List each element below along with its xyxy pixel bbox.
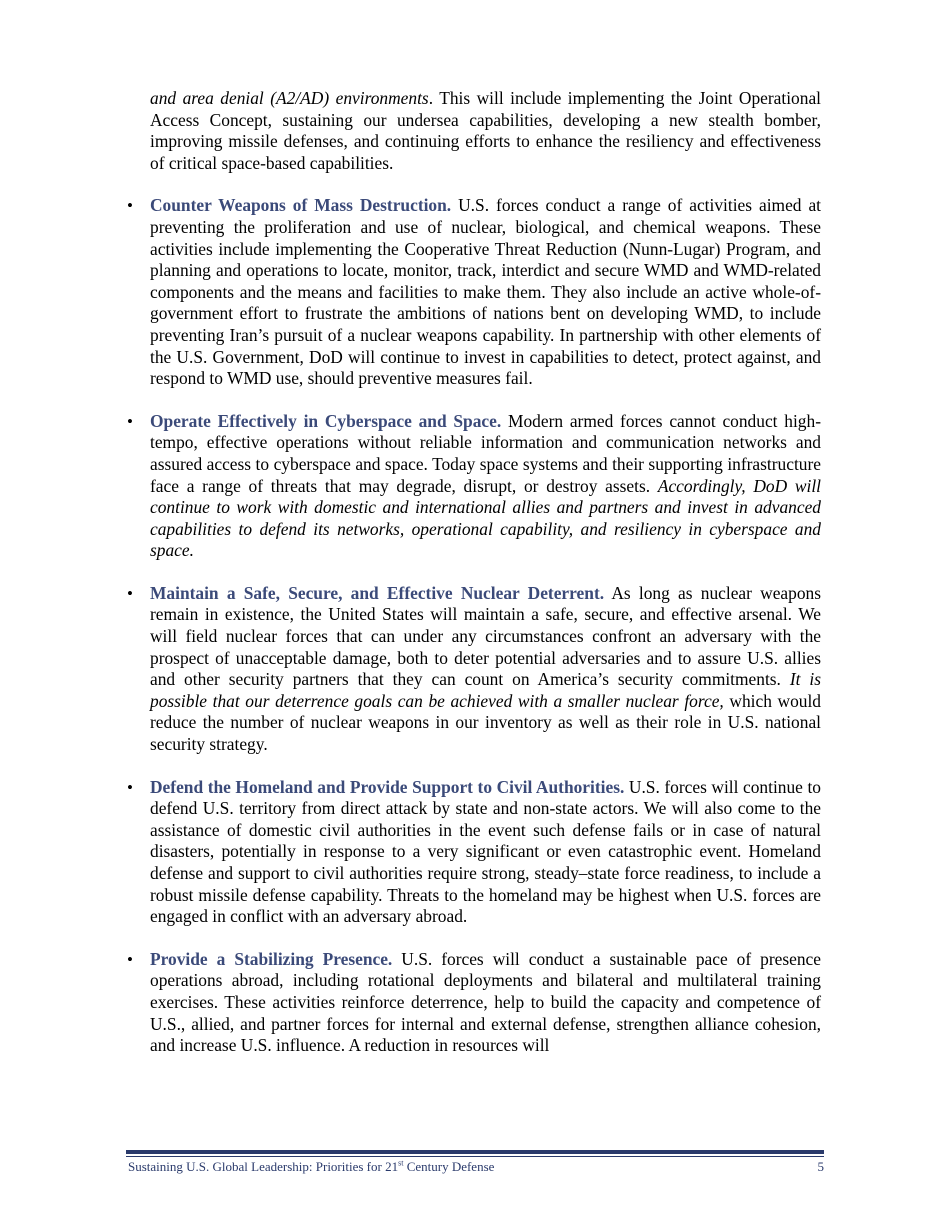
bullet-text-after: which would reduce the number of nuclear weapons in our inventory as well as their role in U.S. national security strategy.: [150, 690, 821, 755]
bullet-dot-icon: •: [127, 583, 133, 603]
footer-title-sup: st: [398, 1158, 404, 1168]
intro-italic: and area denial (A2/AD) environments: [150, 88, 429, 108]
bullet-text: U.S. forces conduct a range of activities aimed at preventing the proliferation and use of nuclear, biological, and chemical weapons. These activities include implementing the Cooperative Threat Reduction (Nunn-Lugar) Program, and planning and operations to locate, monitor, track, interdict and secure WMD and WMD-related components and the means and facilities to make them. They also include an active whole-of-government effort to frustrate the ambitions of nations bent on developing WMD, to include preventing Iran’s pursuit of a nuclear weapons capability. In partnership with other elements of the U.S. Government, DoD will continue to invest in capabilities to detect, protect against, and respond to WMD use, should preventive measures fail.: [150, 195, 822, 389]
bullet-stabilizing-presence: [127, 948, 821, 1057]
bullet-cyberspace-space: [127, 410, 821, 562]
bullet-dot-icon: •: [127, 777, 133, 797]
intro-text: . This will include implementing the Joint Operational Access Concept, sustaining our undersea capabilities, developing a new stealth bomber, improving missile defenses, and continuing efforts to enhance the resiliency and effectiveness of critical space-based capabilities.: [150, 88, 822, 173]
bullet-text: U.S. forces will continue to defend U.S. territory from direct attack by state and non-state actors. We will also come to the assistance of domestic civil authorities in the event such defense fails or in case of natural disasters, potentially in response to a very significant or even catastrophic event. Homeland defense and support to civil authorities require strong, steady–state force readiness, to include a robust missile defense capability. Threats to the homeland may be highest when U.S. forces are engaged in conflict with an adversary abroad.: [150, 776, 821, 927]
bullet-counter-wmd: [127, 195, 822, 389]
bullet-dot-icon: •: [127, 949, 133, 969]
intro-paragraph: [150, 88, 821, 174]
footer-title-post: Century Defense: [403, 1159, 495, 1174]
body-text: [127, 88, 822, 1078]
page-number: 5: [817, 1159, 824, 1174]
bullet-dot-icon: •: [127, 196, 133, 216]
footer-rule-thin: [126, 1156, 824, 1157]
footer-title: [128, 1159, 494, 1175]
bullet-italic: Accordingly, DoD will continue to work with domestic and international allies and partners and invest in advanced capabilities to defend its networks, operational capability, and resiliency in cyberspace and space.: [150, 475, 821, 561]
bullet-homeland-defense: [127, 776, 821, 928]
bullet-nuclear-deterrent: [127, 582, 822, 756]
bullet-text: U.S. forces will conduct a sustainable pace of presence operations abroad, including rotational deployments and bilateral and multilateral training exercises. These activities reinforce deterrence, help to build the capacity and competence of U.S., allied, and partner forces for internal and external defense, strengthen alliance cohesion, and increase U.S. influence. A reduction in resources will: [150, 948, 821, 1056]
bullet-heading: Provide a Stabilizing Presence.: [150, 948, 393, 969]
bullet-heading: Operate Effectively in Cyberspace and Space.: [150, 410, 502, 431]
bullet-dot-icon: •: [127, 411, 133, 431]
footer-rule: [126, 1150, 824, 1154]
bullet-heading: Maintain a Safe, Secure, and Effective Nuclear Deterrent.: [150, 582, 605, 603]
bullet-text: Modern armed forces cannot conduct high-tempo, effective operations without reliable information and communication networks and assured access to cyberspace and space. Today space systems and their supporting infrastructure face a range of threats that may degrade, disrupt, or destroy assets.: [150, 410, 821, 496]
bullet-heading: Counter Weapons of Mass Destruction.: [150, 195, 452, 216]
bullet-heading: Defend the Homeland and Provide Support to Civil Authorities.: [150, 776, 625, 797]
bullet-italic: It is possible that our deterrence goals can be achieved with a smaller nuclear force,: [150, 669, 821, 711]
bullet-text: As long as nuclear weapons remain in existence, the United States will maintain a safe, secure, and effective arsenal. We will field nuclear forces that can under any circumstances confront an adversary with the prospect of unacceptable damage, both to deter potential adversaries and to assure U.S. allies and other security partners that they can count on America’s security commitments.: [150, 582, 822, 690]
footer-title-pre: Sustaining U.S. Global Leadership: Priorities for 21: [128, 1159, 399, 1174]
